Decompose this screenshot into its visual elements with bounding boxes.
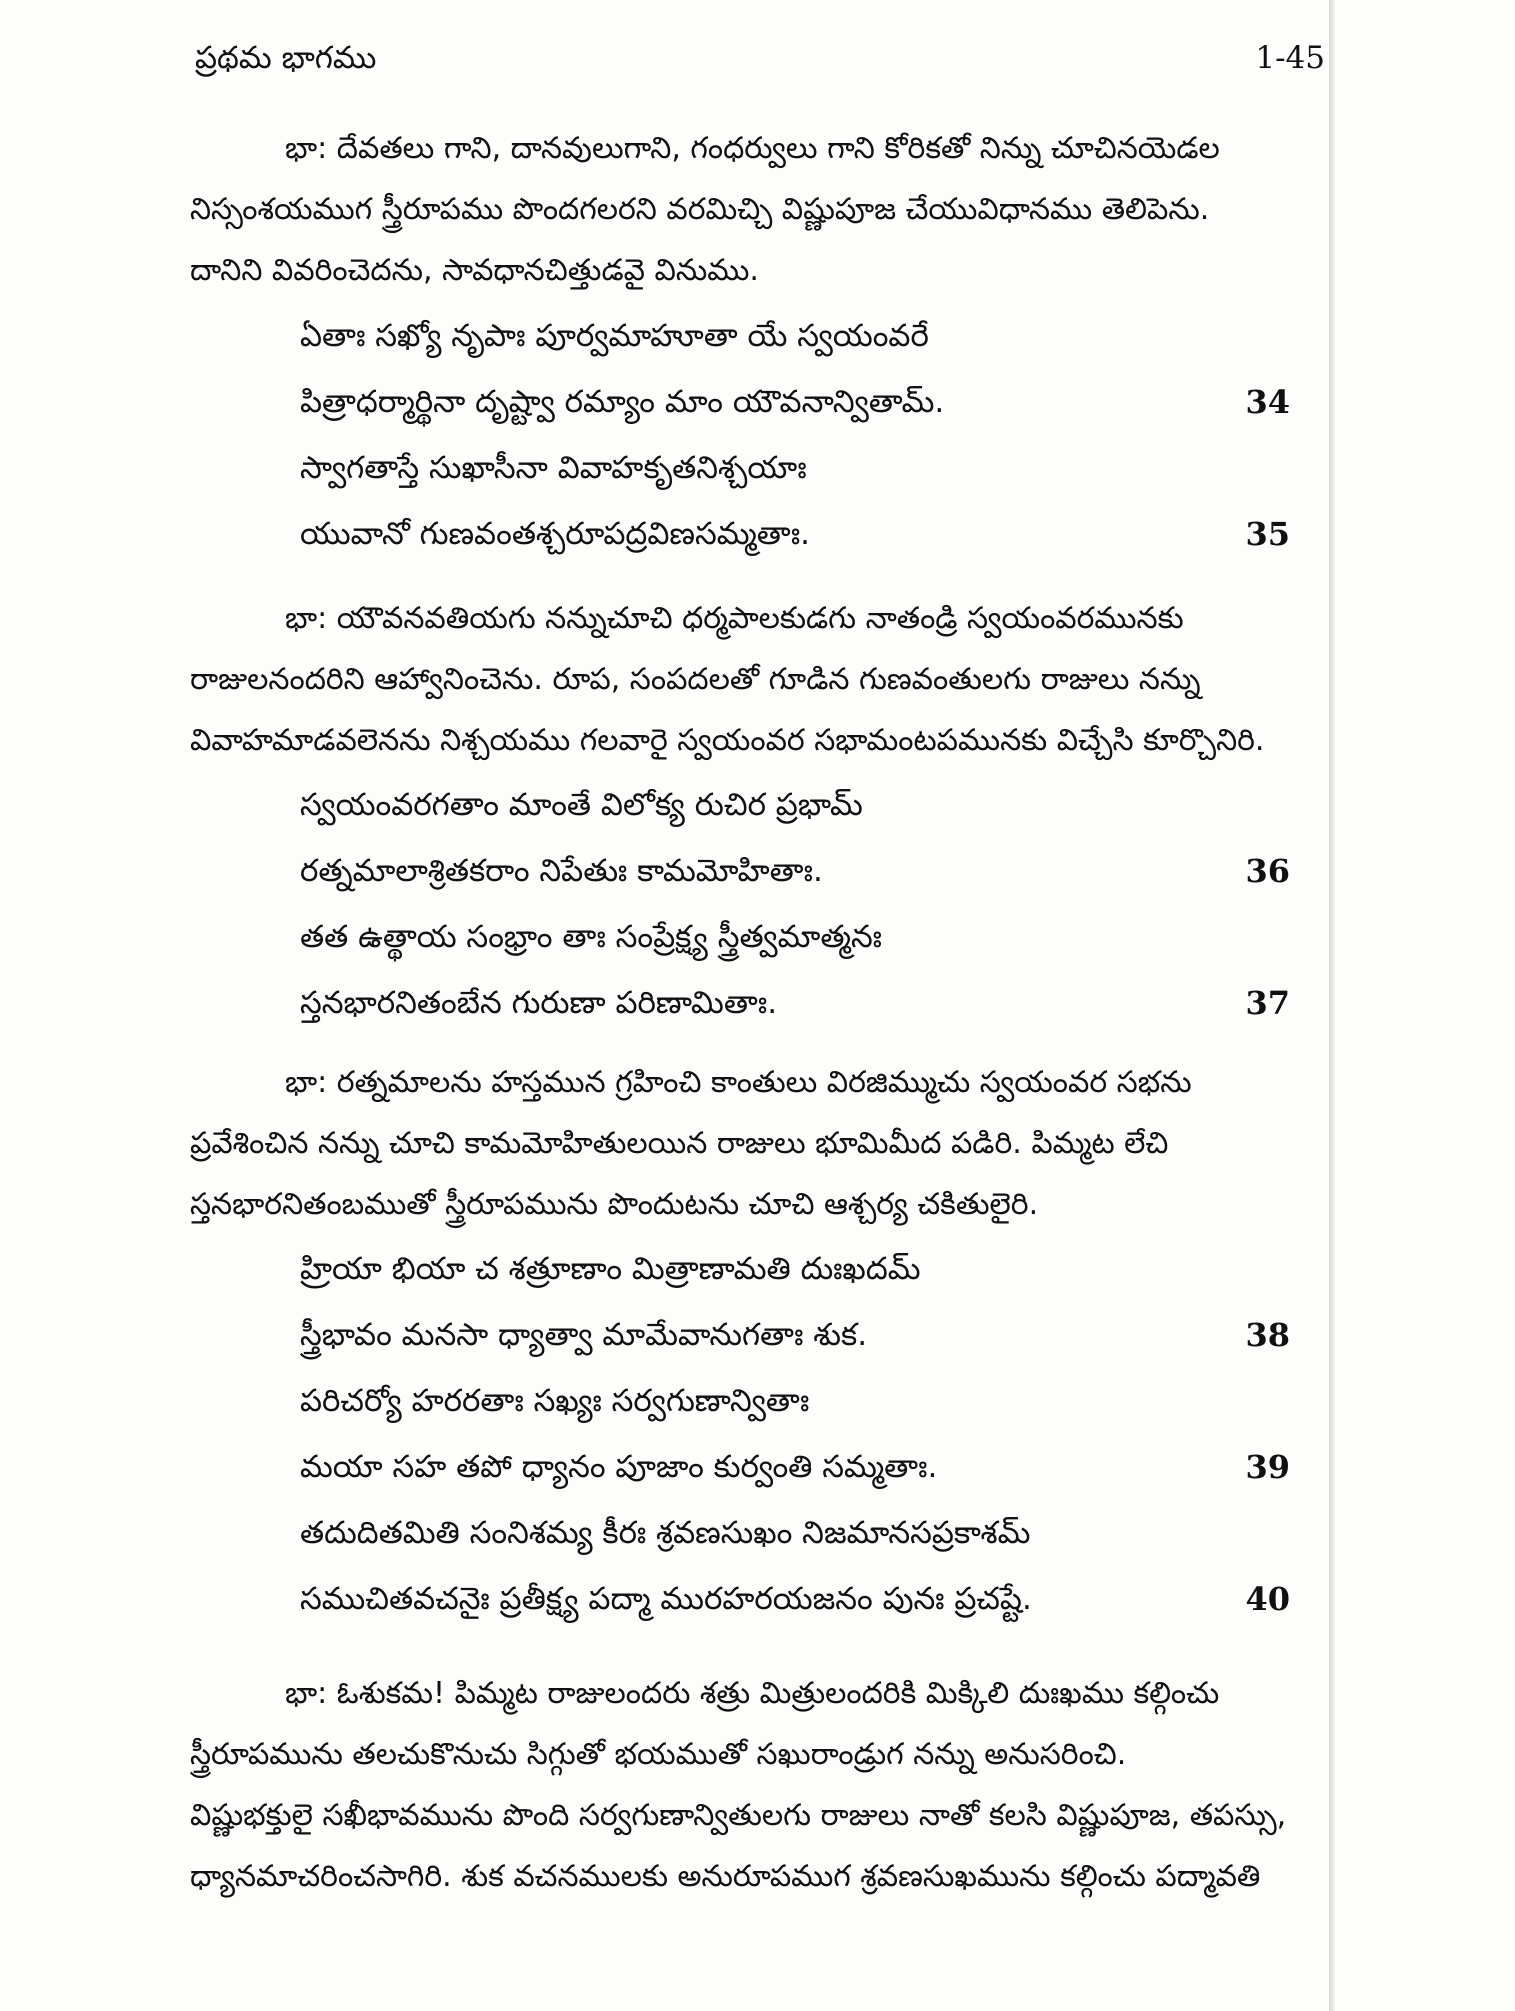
prose-line: రాజులనందరిని ఆహ్వానించెను. రూప, సంపదలతో గూడిన గుణవంతులగు రాజులు నన్ను bbox=[190, 662, 1201, 697]
verse-text: తత ఉత్థాయ సంభ్రాం తాః సంప్రేక్ష్య స్త్రీత్వమాత్మనః bbox=[300, 919, 882, 955]
page-number: 1-45 bbox=[1255, 40, 1325, 76]
verse-text: పిత్రాధర్మార్థినా దృష్ట్వా రమ్యాం మాం యౌవనాన్వితామ్. bbox=[300, 384, 945, 420]
prose-line: దానిని వివరించెదను, సావధానచిత్తుడవై వినుము. bbox=[190, 253, 759, 288]
verse-line bbox=[300, 1368, 1340, 1434]
verse-text: స్తనభారనితంబేన గురుణా పరిణామితాః. bbox=[300, 985, 778, 1021]
verse-text: సముచితవచనైః ప్రతీక్ష్య పద్మా మురహరయజనం పునః ప్రచష్టే. bbox=[300, 1581, 1032, 1617]
prose-line: స్త్రీరూపమును తలచుకొనుచు సిగ్గుతో భయముతో సఖురాండ్రుగ నన్ను అనుసరించి. bbox=[190, 1737, 1127, 1772]
prose-line: విష్ణుభక్తులై సఖీభావమును పొంది సర్వగుణాన్వితులగు రాజులు నాతో కలసి విష్ణుపూజ, తపస్సు, bbox=[190, 1798, 1287, 1833]
verse-line bbox=[300, 1236, 1340, 1302]
verse-line bbox=[300, 1302, 1340, 1368]
prose-line: భా: రత్నమాలను హస్తమున గ్రహించి కాంతులు విరజిమ్ముచు స్వయంవర సభను bbox=[285, 1065, 1192, 1100]
verse-line bbox=[300, 435, 1340, 501]
verse-line bbox=[300, 772, 1340, 838]
verse-block-34-35 bbox=[300, 303, 1340, 567]
verse-text: ఏతాః సఖ్యో నృపాః పూర్వమాహూతా యే స్వయంవరే bbox=[300, 318, 929, 354]
verse-number: 36 bbox=[1245, 852, 1290, 890]
verse-text: రత్నమాలాశ్రితకరాం నిపేతుః కామమోహితాః. bbox=[300, 853, 823, 889]
prose-line: భా: ఓశుకమ! పిమ్మట రాజులందరు శత్రు మిత్రులందరికి మిక్కిలి దుఃఖము కల్గించు bbox=[285, 1676, 1220, 1711]
verse-number: 39 bbox=[1245, 1448, 1290, 1486]
verse-text: హ్రియా భియా చ శత్రూణాం మిత్రాణామతి దుఃఖదమ్ bbox=[300, 1251, 921, 1287]
verse-text: స్వయంవరగతాం మాంతే విలోక్య రుచిర ప్రభామ్ bbox=[300, 787, 863, 823]
verse-text: స్త్రీభావం మనసా ధ్యాత్వా మామేవానుగతాః శుక. bbox=[300, 1317, 868, 1353]
verse-text: పరిచర్యో హరరతాః సఖ్యః సర్వగుణాన్వితాః bbox=[300, 1383, 810, 1419]
commentary-paragraph-3 bbox=[190, 1052, 1330, 1235]
verse-line bbox=[300, 904, 1340, 970]
verse-block-38-40 bbox=[300, 1236, 1340, 1632]
verse-line bbox=[300, 501, 1340, 567]
verse-line bbox=[300, 369, 1340, 435]
verse-text: యువానో గుణవంతశ్చరూపద్రవిణసమ్మతాః. bbox=[300, 516, 811, 552]
verse-number: 35 bbox=[1245, 515, 1290, 553]
prose-line: వివాహమాడవలెనను నిశ్చయము గలవారై స్వయంవర సభామంటపమునకు విచ్చేసి కూర్చొనిరి. bbox=[190, 723, 1265, 758]
commentary-paragraph-4 bbox=[190, 1663, 1330, 1907]
verse-text: తదుదితమితి సంనిశమ్య కీరః శ్రవణసుఖం నిజమానసప్రకాశమ్ bbox=[300, 1515, 1031, 1551]
prose-line: భా: యౌవనవతియగు నన్నుచూచి ధర్మపాలకుడగు నాతండ్రి స్వయంవరమునకు bbox=[285, 601, 1184, 636]
verse-line bbox=[300, 1500, 1340, 1566]
prose-line: నిస్సంశయముగ స్త్రీరూపము పొందగలరని వరమిచ్చి విష్ణుపూజ చేయువిధానము తెలిపెను. bbox=[190, 192, 1210, 227]
commentary-paragraph-1 bbox=[190, 118, 1330, 301]
verse-line bbox=[300, 970, 1340, 1036]
verse-text: స్వాగతాస్తే సుఖాసీనా వివాహకృతనిశ్చయాః bbox=[300, 450, 807, 486]
prose-line: ప్రవేశించిన నన్ను చూచి కామమోహితులయిన రాజులు భూమిమీద పడిరి. పిమ్మట లేచి bbox=[190, 1126, 1169, 1161]
verse-block-36-37 bbox=[300, 772, 1340, 1036]
prose-line: స్తనభారనితంబముతో స్త్రీరూపమును పొందుటను చూచి ఆశ్చర్య చకితులైరి. bbox=[190, 1187, 1039, 1222]
verse-text: మయా సహ తపో ధ్యానం పూజాం కుర్వంతి సమ్మతాః. bbox=[300, 1449, 938, 1485]
verse-line bbox=[300, 1566, 1340, 1632]
prose-line: భా: దేవతలు గాని, దానవులుగాని, గంధర్వులు గాని కోరికతో నిన్ను చూచినయెడల bbox=[285, 131, 1220, 166]
verse-line bbox=[300, 1434, 1340, 1500]
verse-number: 34 bbox=[1245, 383, 1290, 421]
verse-number: 37 bbox=[1245, 984, 1290, 1022]
verse-number: 40 bbox=[1245, 1580, 1290, 1618]
verse-line bbox=[300, 303, 1340, 369]
section-title: ప్రథమ భాగము bbox=[195, 40, 377, 76]
verse-number: 38 bbox=[1245, 1316, 1290, 1354]
verse-line bbox=[300, 838, 1340, 904]
prose-line: ధ్యానమాచరించసాగిరి. శుక వచనములకు అనురూపముగ శ్రవణసుఖమును కల్గించు పద్మావతి bbox=[190, 1859, 1261, 1894]
running-header bbox=[195, 40, 1325, 90]
commentary-paragraph-2 bbox=[190, 588, 1330, 771]
